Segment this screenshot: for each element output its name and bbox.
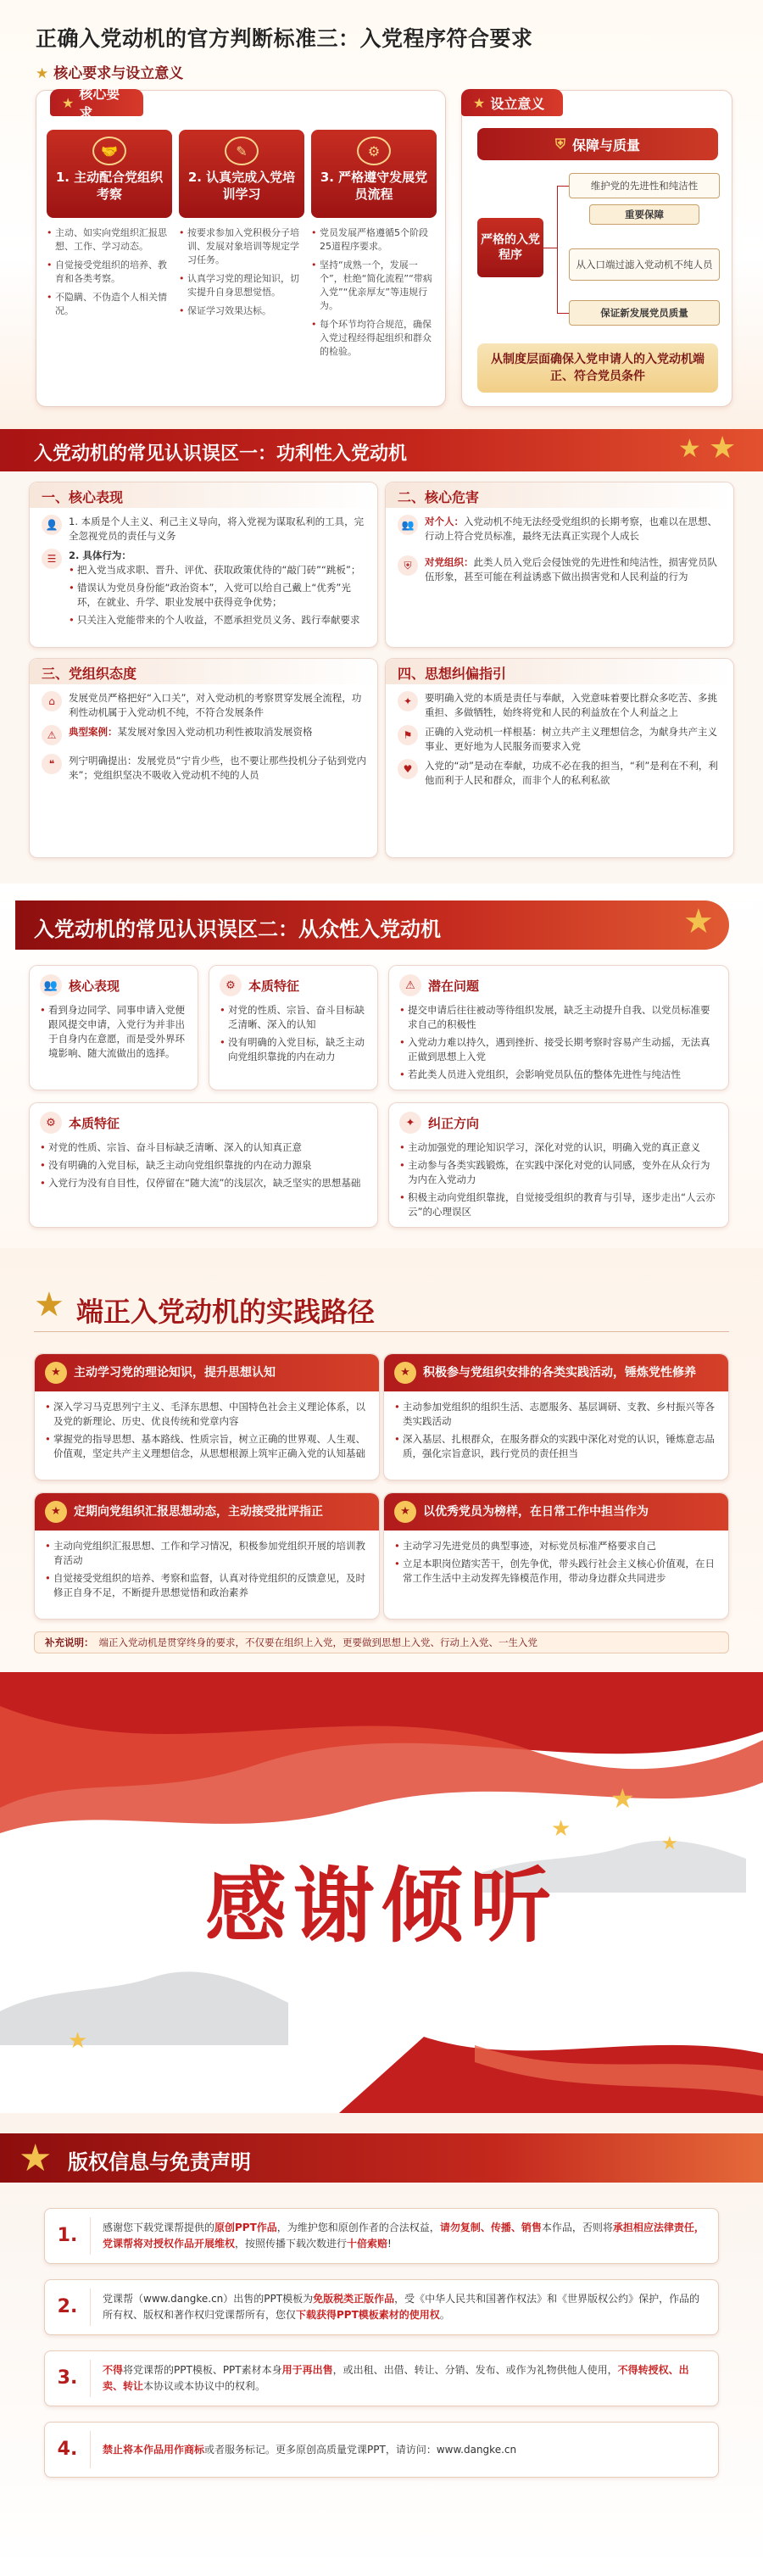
requirement-header xyxy=(311,130,437,218)
requirement-card xyxy=(179,130,304,323)
flag-icon: ⚑ xyxy=(398,725,418,745)
guarantee-box: 重要保障 xyxy=(589,204,699,225)
panel-tab-label: 设立意义 xyxy=(490,95,545,112)
core-requirements-panel xyxy=(36,86,446,407)
text-run: 将党课帮的PPT模板、PPT素材本身 xyxy=(123,2364,282,2376)
list-item: • 对党的性质、宗旨、奋斗目标缺乏清晰、深入的认知真正意 xyxy=(40,1140,367,1155)
requirement-list xyxy=(179,226,304,318)
list-item xyxy=(42,691,367,720)
list-item: • 深入学习马克思列宁主义、毛泽东思想、中国特色社会主义理论体系，以及党的新理论、历史、优良传统和党章内容 xyxy=(45,1400,369,1429)
text-run: 或者服务标记。更多原创高质量党课PPT，请访问：www.dangke.cn xyxy=(204,2443,517,2456)
copyright-item xyxy=(44,2350,719,2406)
item-text: 1. 本质是个人主义、利己主义导向，将入党视为谋取私利的工具，完全忽视党员的责任与义务 xyxy=(69,516,365,542)
list-item: • 没有明确的入党目标，缺乏主动向党组织靠拢的内在动力 xyxy=(220,1035,367,1064)
list-item: • 主动参与各类实践锻炼，在实践中深化对党的认同感，变外在从众行为为内在入党动力 xyxy=(399,1158,718,1187)
heart-icon: ♥ xyxy=(398,759,418,779)
warning-icon: ⚠ xyxy=(399,974,421,996)
slide-practice-path xyxy=(0,1248,763,1672)
list-item: • 主动学习先进党员的典型事迹，对标党员标准严格要求自己 xyxy=(394,1539,718,1553)
list-item xyxy=(398,555,723,584)
item-label: 对党组织： xyxy=(425,556,474,568)
list-item: • 立足本职岗位踏实苦干，创先争优，带头践行社会主义核心价值观，在日常工作生活中主动发挥先锋模范作用，带动身边群众共同进步 xyxy=(394,1557,718,1586)
list-item: • 按要求参加入党积极分子培训、发展对象培训等规定学习任务。 xyxy=(179,226,304,267)
requirement-list xyxy=(311,226,437,359)
list-item: • 看到身边同学、同事申请入党便跟风提交申请，入党行为并非出于自身内在意愿，而是受外界环境影响、随大流做出的选择。 xyxy=(40,1003,187,1061)
party-attitude-card xyxy=(29,658,378,858)
panel-tab xyxy=(50,86,143,121)
text-run: 不得转授权、出卖、转让 xyxy=(103,2364,689,2392)
star-icon: ★ xyxy=(394,1362,416,1384)
guarantee-box: 保证新发展党员质量 xyxy=(569,300,720,326)
star-icon: ★ xyxy=(45,1362,67,1384)
list-item: • 深入基层、扎根群众，在服务群众的实践中深化对党的认识，锤炼意志品质，强化宗旨意识，践行党员的责任担当 xyxy=(394,1432,718,1461)
slide-copyright xyxy=(0,2113,763,2576)
card-title xyxy=(35,1493,379,1531)
list-item: • 每个环节均符合规范，确保入党过程经得起组织和群众的检验。 xyxy=(311,318,437,359)
list-item: • 入党动力难以持久，遇到挫折、接受长期考察时容易产生动摇，无法真正做到思想上入党 xyxy=(399,1035,718,1064)
card-title xyxy=(384,1354,728,1391)
list-item xyxy=(398,725,723,754)
card-title xyxy=(389,966,728,1000)
list-item: • 认真学习党的理论知识，切实提升自身思想觉悟。 xyxy=(179,272,304,299)
card-body xyxy=(209,1000,377,1074)
shield-icon: ⛨ xyxy=(398,555,418,576)
text-run: ，为维护您和原创作者的合法权益， xyxy=(276,2222,440,2233)
card-body xyxy=(42,691,367,788)
shield-icon: ⛨ xyxy=(554,136,565,152)
list-item xyxy=(398,691,723,720)
practice-card xyxy=(34,1492,380,1620)
title-divider xyxy=(34,1331,729,1332)
slide-conformist-motive xyxy=(0,884,763,1248)
text-run: ，受《中华人民共和国著作权法》和《世界版权公约》保护，作品的所有权、版权和著作权归党课帮所有，您仅 xyxy=(103,2293,700,2321)
significance-panel xyxy=(461,90,732,407)
person-icon: 👤 xyxy=(42,515,62,535)
item-text: 此类人员入党后会侵蚀党的先进性和纯洁性，损害党员队伍形象，甚至可能在利益诱惑下做出损害党和人民利益的行为 xyxy=(425,556,717,583)
copyright-item xyxy=(44,2422,719,2478)
card-body xyxy=(42,515,367,636)
guarantee-title: 保障与质量 xyxy=(572,137,641,153)
list-item xyxy=(42,754,367,783)
list-item: • 保证学习效果达标。 xyxy=(179,304,304,318)
connector-line xyxy=(557,186,569,187)
text-run: 原创PPT作品 xyxy=(214,2222,277,2233)
requirement-card xyxy=(311,130,437,364)
item-text xyxy=(91,2291,718,2323)
card-body xyxy=(35,1531,379,1612)
people-icon: 👥 xyxy=(40,974,62,996)
subtitle-text: 核心要求与设立意义 xyxy=(53,65,184,82)
item-text: 正确的入党动机一样根基：树立共产主义理想信念，为献身共产主义事业、更好地为人民服务而要求入党 xyxy=(425,726,717,752)
note-label: 补充说明： xyxy=(45,1636,94,1648)
text-run: 用于再出售 xyxy=(281,2364,333,2376)
star-icon: ★ xyxy=(473,94,486,111)
card-body xyxy=(30,1137,377,1201)
list-item: • 没有明确的入党目标，缺乏主动向党组织靠拢的内在动力源泉 xyxy=(40,1158,367,1173)
guarantee-header xyxy=(477,128,718,160)
gate-icon: ⌂ xyxy=(42,691,62,711)
text-run: 请勿复制、传播、销售 xyxy=(439,2222,542,2233)
card-title: 三、党组织态度 xyxy=(30,659,377,684)
text-run: 十倍索赔 xyxy=(347,2238,388,2250)
page-title: 入党动机的常见认识误区二：从众性入党动机 xyxy=(34,917,441,941)
page-title: 端正入党动机的实践路径 xyxy=(76,1296,376,1328)
item-number: 1. xyxy=(45,2217,91,2255)
card-title xyxy=(30,966,198,1000)
supplement-note xyxy=(34,1631,729,1653)
card-title xyxy=(384,1493,728,1531)
list-item xyxy=(398,515,723,544)
quote-icon: ❝ xyxy=(42,754,62,774)
slide-program-standard xyxy=(0,0,763,429)
text-run: 。 xyxy=(439,2309,450,2321)
list-item: • 主动、如实向党组织汇报思想、工作、学习动态。 xyxy=(47,226,172,254)
star-icon: ★ xyxy=(610,1782,635,1815)
item-text xyxy=(91,2362,718,2395)
star-icon: ★ xyxy=(62,94,75,111)
slide-thanks xyxy=(0,1672,763,2113)
card-body xyxy=(35,1391,379,1473)
network-icon: ⚙ xyxy=(357,137,391,165)
card-body xyxy=(389,1000,728,1092)
conformist-card xyxy=(29,965,198,1090)
card-body xyxy=(398,515,723,589)
star-icon: ★ xyxy=(551,1816,571,1842)
list-item: • 党员发展严格遵循5个阶段25道程序要求。 xyxy=(311,226,437,254)
list-item: • 掌握党的指导思想、基本路线、性质宗旨，树立正确的世界观、人生观、价值观，坚定共产主义理想信念，从思想根源上筑牢正确入党的认知基础 xyxy=(45,1432,369,1461)
list-item: • 入党行为没有自目性，仅停留在“随大流”的浅层次，缺乏坚实的思想基础 xyxy=(40,1176,367,1190)
panel-tab xyxy=(461,89,563,116)
list-item: • 自觉接受党组织的培养、考察和监督，认真对待党组织的反馈意见，及时修正自身不足，不断提升思想觉悟和政治素养 xyxy=(45,1571,369,1600)
card-title-text: 定期向党组织汇报思想动态，主动接受批评指正 xyxy=(74,1505,323,1519)
card-body xyxy=(30,1000,198,1071)
card-title-text: 积极参与党组织安排的各类实践活动，锤炼党性修养 xyxy=(423,1366,696,1380)
list-item: • 自觉接受党组织的培养、教育和各类考察。 xyxy=(47,259,172,286)
card-title: 二、核心危害 xyxy=(386,482,733,508)
card-title: 四、思想纠偏指引 xyxy=(386,659,733,684)
list-item xyxy=(42,515,367,544)
card-title xyxy=(35,1354,379,1391)
guarantee-conclusion: 从制度层面确保入党申请人的入党动机端正、符合党员条件 xyxy=(477,343,718,393)
item-number: 4. xyxy=(45,2431,91,2469)
book-icon: ✎ xyxy=(225,137,259,165)
compass-icon: ✦ xyxy=(398,691,418,711)
requirement-card xyxy=(47,130,172,323)
practice-card xyxy=(383,1353,729,1480)
star-icon: ★ xyxy=(394,1501,416,1523)
requirement-title: 1. 主动配合党组织考察 xyxy=(55,170,164,202)
slide-utilitarian-motive xyxy=(0,429,763,884)
conformist-card xyxy=(388,965,729,1090)
conformist-card xyxy=(29,1102,378,1228)
copyright-item xyxy=(44,2208,719,2264)
list-item: • 不隐瞒、不伪造个人相关情况。 xyxy=(47,291,172,318)
star-icon: ★ xyxy=(19,2137,53,2180)
card-title-text: 核心表现 xyxy=(69,978,120,994)
core-manifestation-card xyxy=(29,482,378,648)
text-run: 本作品，否则将 xyxy=(541,2222,613,2233)
requirement-title: 3. 严格遵守发展党员流程 xyxy=(320,170,428,202)
text-run: 下载获得PPT模板素材的使用权 xyxy=(296,2309,440,2321)
guarantee-box: 维护党的先进性和纯洁性 xyxy=(569,173,720,198)
card-title-text: 潜在问题 xyxy=(428,978,480,994)
copyright-item xyxy=(44,2279,719,2335)
card-title-text: 本质特征 xyxy=(69,1115,120,1131)
requirement-list xyxy=(47,226,172,318)
card-body xyxy=(384,1531,728,1597)
star-icon: ★ xyxy=(68,2028,88,2054)
star-icon: ★ xyxy=(45,1501,67,1523)
handshake-icon: 🤝 xyxy=(92,137,126,165)
note-text: 端正入党动机是贯穿终身的要求，不仅要在组织上入党，更要做到思想上入党、行动上入党、一生入党 xyxy=(98,1636,537,1648)
item-text xyxy=(91,2220,718,2252)
item-text: 入党动机不纯无法经受党组织的长期考察，也难以在思想、行动上符合党员标准，最终无法真正实现个人成长 xyxy=(425,516,717,542)
card-body xyxy=(384,1391,728,1473)
star-icon: ★ xyxy=(678,434,701,464)
text-run: 禁止将本作品用作商标 xyxy=(103,2443,205,2456)
sub-item: • 只关注入党能带来的个人收益，不愿承担党员义务、践行奉献要求 xyxy=(69,613,367,627)
connector-line xyxy=(557,186,558,313)
conformist-card xyxy=(388,1102,729,1228)
core-harm-card xyxy=(385,482,734,648)
sub-item: • 把入党当成求职、晋升、评优、获取政策优待的“敲门砖”“跳板”； xyxy=(69,563,367,577)
section-subtitle xyxy=(36,61,183,82)
guarantee-box: 从入口端过滤入党动机不纯人员 xyxy=(569,248,720,281)
item-text: 列宁明确提出：发展党员“宁肯少些，也不要让那些投机分子钻到党内来”；党组织坚决不吸收入党动机不纯的人员 xyxy=(69,755,366,781)
requirement-header xyxy=(47,130,172,218)
item-number: 3. xyxy=(45,2360,91,2398)
list-item: • 主动参加党组织的组织生活、志愿服务、基层调研、支教、乡村振兴等各类实践活动 xyxy=(394,1400,718,1429)
star-icon: ★ xyxy=(661,1833,678,1854)
item-text: 入党的“动”是动在奉献，功成不必在我的担当，“利”是利在不利，利他而利于人民和群众，而非个人的私利私欲 xyxy=(425,760,718,786)
conformist-card xyxy=(209,965,378,1090)
star-icon: ★ xyxy=(709,431,737,466)
practice-card xyxy=(383,1492,729,1620)
text-run: 感谢您下载党课帮提供的 xyxy=(103,2222,215,2233)
text-run: ! xyxy=(387,2238,392,2250)
list-item xyxy=(42,725,367,745)
list-item xyxy=(398,759,723,788)
item-label: 典型案例： xyxy=(69,726,118,738)
sub-item: • 错误认为党员身份能“政治资本”，入党可以给自己戴上“优秀”光环，在就业、升学、职业发展中获得竞争优势； xyxy=(69,581,367,610)
gear-icon: ⚙ xyxy=(220,974,242,996)
list-item: • 若此类人员进入党组织，会影响党员队伍的整体先进性与纯洁性 xyxy=(399,1068,718,1082)
item-number: 2. xyxy=(45,2289,91,2327)
list-item: • 主动向党组织汇报思想、工作和学习情况，积极参加党组织开展的培训教育活动 xyxy=(45,1539,369,1568)
text-run: 承担相应法律责任，党课帮将对授权作品开展维权 xyxy=(103,2222,705,2250)
card-title-text: 纠正方向 xyxy=(428,1115,480,1131)
list-item: • 主动加强党的理论知识学习，深化对党的认识，明确入党的真正意义 xyxy=(399,1140,718,1155)
card-body xyxy=(398,691,723,793)
item-text: 发展党员严格把好“入口关”，对入党动机的考察贯穿发展全流程，功利性动机属于入党动机不纯，不符合发展条件 xyxy=(69,692,362,718)
panel-tab-label: 核心要求 xyxy=(79,86,120,121)
people-icon: 👥 xyxy=(398,515,418,535)
text-run: 党课帮（www.dangke.cn）出售的PPT模板为 xyxy=(103,2293,314,2305)
gear-icon: ⚙ xyxy=(40,1112,62,1134)
list-item: • 坚持“成熟一个，发展一个”，杜绝“简化流程”“带病入党”“优亲厚友”等违规行为。 xyxy=(311,259,437,313)
thanks-heading: 感谢倾听 xyxy=(205,1858,558,1954)
text-run: ，或出租、出借、转让、分销、发布、或作为礼物供他人使用， xyxy=(332,2364,618,2376)
star-icon: ★ xyxy=(36,65,49,82)
item-text xyxy=(91,2442,528,2458)
item-text: 某发展对象因入党动机功利性被取消发展资格 xyxy=(117,726,313,738)
card-body xyxy=(389,1137,728,1229)
connector-line xyxy=(557,313,569,314)
item-label: 对个人： xyxy=(425,516,464,527)
text-run: 本协议或本协议中的权利。 xyxy=(143,2380,266,2392)
text-run: 免版税类正版作品 xyxy=(313,2293,395,2305)
card-title-text: 主动学习党的理论知识，提升思想认知 xyxy=(74,1366,276,1380)
page-title: 版权信息与免责声明 xyxy=(68,2150,251,2174)
list-item: • 提交申请后往往被动等待组织发展，缺乏主动提升自我、以党员标准要求自己的积极性 xyxy=(399,1003,718,1032)
star-icon: ★ xyxy=(683,902,714,941)
card-title-text: 以优秀党员为榜样，在日常工作中担当作为 xyxy=(423,1505,649,1519)
warning-icon: ⚠ xyxy=(42,725,62,745)
text-run: ，按照传播下载次数进行 xyxy=(235,2238,348,2250)
list-item: • 对党的性质、宗旨、奋斗目标缺乏清晰、深入的认知 xyxy=(220,1003,367,1032)
strict-procedure-box: 严格的入党程序 xyxy=(477,218,543,277)
practice-card xyxy=(34,1353,380,1480)
list-item xyxy=(42,549,367,631)
requirement-header xyxy=(179,130,304,218)
card-title xyxy=(209,966,377,1000)
list-icon: ☰ xyxy=(42,549,62,569)
card-title xyxy=(30,1103,377,1137)
requirement-title: 2. 认真完成入党培训学习 xyxy=(187,170,296,202)
card-title xyxy=(389,1103,728,1137)
correction-guide-card xyxy=(385,658,734,858)
list-item: • 积极主动向党组织靠拢，自觉接受组织的教育与引导，逐步走出“人云亦云”的心理误区 xyxy=(399,1190,718,1219)
card-title: 一、核心表现 xyxy=(30,482,377,508)
star-icon: ★ xyxy=(34,1285,64,1324)
card-title-text: 本质特征 xyxy=(248,978,300,994)
item-text: 2. 具体行为： xyxy=(69,549,131,561)
text-run: 不得 xyxy=(103,2364,124,2376)
page-title: 入党动机的常见认识误区一：功利性入党动机 xyxy=(34,443,408,465)
compass-icon: ✦ xyxy=(399,1112,421,1134)
item-text: 要明确入党的本质是责任与奉献，入党意味着要比群众多吃苦、多挑重担、多做牺牲，始终将党和人民的利益放在个人利益之上 xyxy=(425,692,717,718)
page-title: 正确入党动机的官方判断标准三：入党程序符合要求 xyxy=(36,26,533,51)
